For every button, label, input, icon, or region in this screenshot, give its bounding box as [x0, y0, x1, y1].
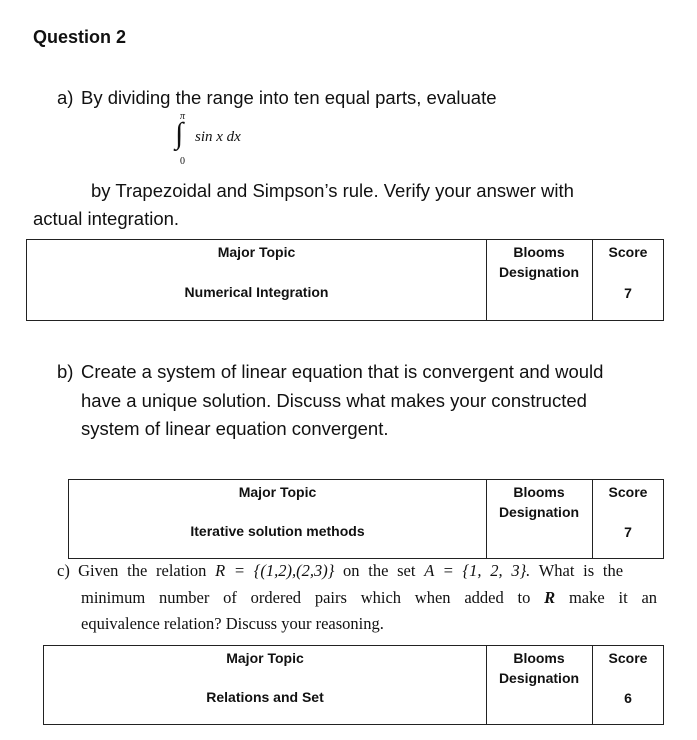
integral-sign: ∫ — [175, 117, 184, 150]
major-topic-header: Major Topic — [217, 244, 296, 260]
major-topic-header: Major Topic — [226, 650, 304, 666]
part-a-line-3: actual integration. — [33, 208, 180, 229]
major-topic-value: Numerical Integration — [184, 284, 329, 300]
integral-upper-limit: π — [180, 111, 186, 122]
rubric-table-b — [68, 479, 664, 559]
part-c-line-3: equivalence relation? Discuss your reasoning. — [81, 614, 384, 633]
part-b-line-2: have a unique solution. Discuss what makes your constructed — [81, 390, 587, 411]
part-b-line-3: system of linear equation convergent. — [81, 418, 389, 439]
score-value: 7 — [624, 524, 632, 540]
part-b-line-1: Create a system of linear equation that is convergent and would — [81, 361, 604, 382]
score-header: Score — [608, 650, 648, 666]
integrand: sin x dx — [195, 129, 241, 145]
score-value: 7 — [624, 285, 632, 301]
major-topic-value: Relations and Set — [206, 689, 324, 705]
blooms-header: Blooms Designation — [498, 650, 580, 686]
part-a-label: a) — [57, 87, 74, 108]
part-c-line-2: minimum number of ordered pairs which when added to R make it an — [81, 588, 658, 607]
score-value: 6 — [624, 690, 632, 706]
part-c-line-1: c) Given the relation R = {(1,2),(2,3)} on the set A = {1, 2, 3}. What is the — [57, 561, 624, 580]
score-header: Score — [608, 484, 648, 500]
part-b-label: b) — [57, 361, 74, 382]
score-header: Score — [608, 244, 648, 260]
relation-expression: R = {(1,2),(2,3)} — [215, 561, 335, 580]
integral-lower-limit: 0 — [180, 156, 185, 167]
blooms-header: Blooms Designation — [498, 244, 580, 280]
major-topic-header: Major Topic — [238, 484, 317, 500]
part-a-line-2: by Trapezoidal and Simpson’s rule. Verify your answer with — [91, 180, 574, 201]
question-title: Question 2 — [33, 27, 127, 47]
rubric-table-a — [26, 239, 664, 321]
rubric-table-c — [43, 645, 664, 725]
major-topic-value: Iterative solution methods — [190, 523, 365, 539]
part-a-line-1: By dividing the range into ten equal parts, evaluate — [81, 87, 497, 108]
blooms-header: Blooms Designation — [498, 484, 580, 520]
set-expression: A = {1, 2, 3}. — [424, 561, 531, 580]
